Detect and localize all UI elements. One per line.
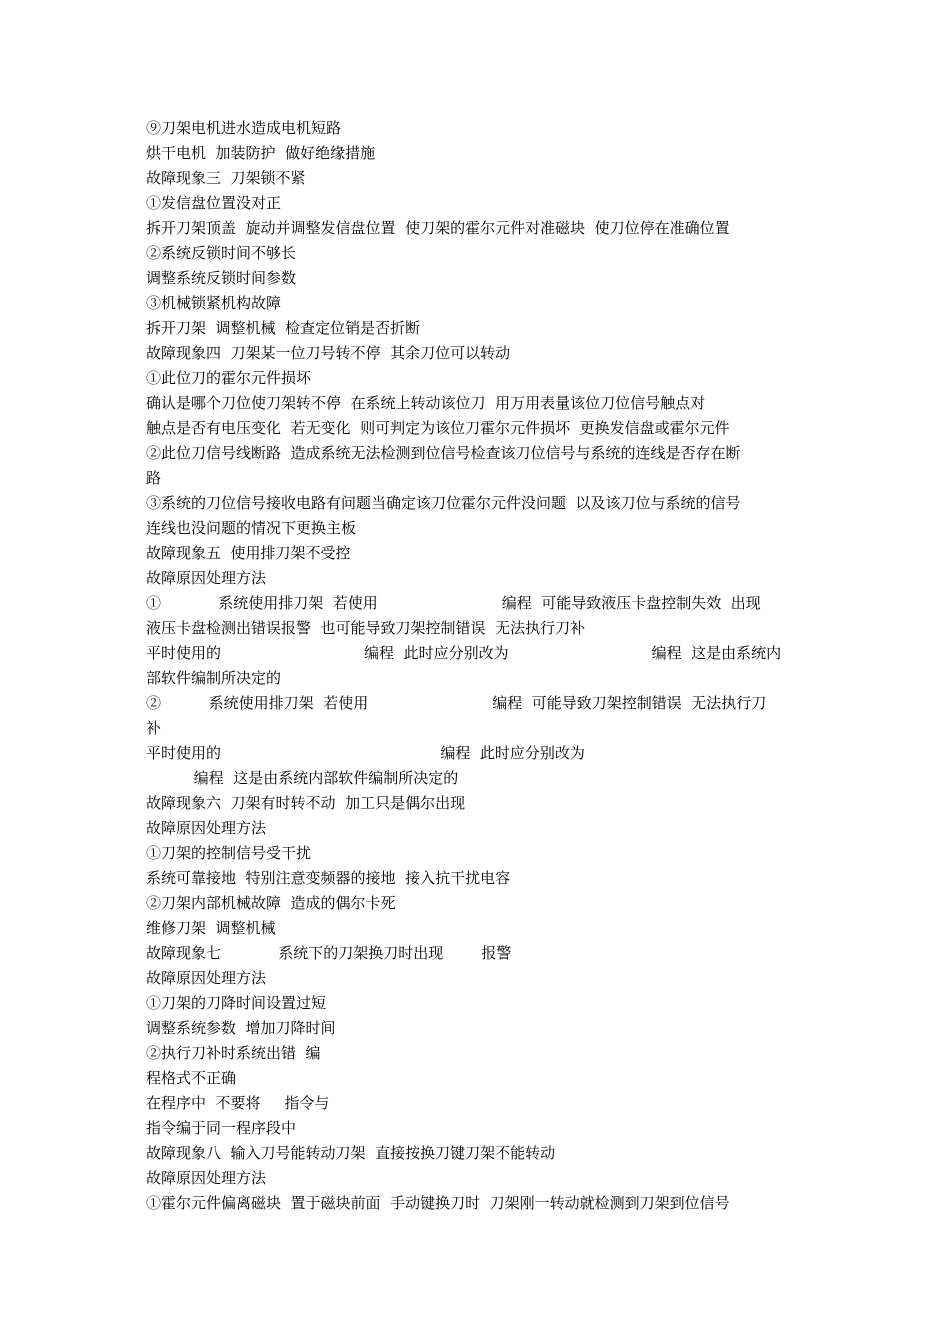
text-line: 触点是否有电压变化 若无变化 则可判定为该位刀霍尔元件损坏 更换发信盘或霍尔元件 [146, 419, 730, 437]
document-body [146, 116, 810, 1216]
text-line: 维修刀架 调整机械 [146, 919, 276, 937]
text-line: 在程序中 不要将 指令与 [146, 1094, 330, 1112]
text-line: 调整系统反锁时间参数 [146, 269, 297, 287]
text-line: 故障原因处理方法 [146, 969, 267, 987]
text-line: 故障原因处理方法 [146, 1169, 267, 1187]
text-line: 系统可靠接地 特别注意变频器的接地 接入抗干扰电容 [146, 869, 511, 887]
text-line: 连线也没问题的情况下更换主板 [146, 519, 357, 537]
text-line: 程格式不正确 [146, 1069, 237, 1087]
text-line: 拆开刀架顶盖 旋动并调整发信盘位置 使刀架的霍尔元件对准磁块 使刀位停在准确位置 [146, 219, 730, 237]
section-heading: 故障现象三 刀架锁不紧 [146, 169, 306, 187]
text-line: ⑨刀架电机进水造成电机短路 [146, 119, 342, 137]
text-line: ②系统反锁时间不够长 [146, 244, 297, 262]
text-line: 平时使用的 编程 此时应分别改为 [146, 744, 585, 762]
text-line: ②执行刀补时系统出错 编 [146, 1044, 321, 1062]
text-line: 补 [146, 719, 162, 737]
text-line: ①刀架的刀降时间设置过短 [146, 994, 327, 1012]
text-line: ①此位刀的霍尔元件损坏 [146, 369, 312, 387]
text-line: ① 系统使用排刀架 若使用 编程 可能导致液压卡盘控制失效 出现 [146, 594, 761, 612]
text-line: 指令编于同一程序段中 [146, 1119, 297, 1137]
text-line: 确认是哪个刀位使刀架转不停 在系统上转动该位刀 用万用表量该位刀位信号触点对 [146, 394, 706, 412]
section-heading: 故障现象五 使用排刀架不受控 [146, 544, 351, 562]
text-line: 路 [146, 469, 162, 487]
section-heading: 故障现象七 系统下的刀架换刀时出现 报警 [146, 944, 512, 962]
text-line: 故障原因处理方法 [146, 819, 267, 837]
text-line: ③系统的刀位信号接收电路有问题当确定该刀位霍尔元件没问题 以及该刀位与系统的信号 [146, 494, 741, 512]
text-line: 编程 这是由系统内部软件编制所决定的 [146, 769, 459, 787]
section-heading: 故障现象六 刀架有时转不动 加工只是偶尔出现 [146, 794, 466, 812]
text-line: 部软件编制所决定的 [146, 669, 282, 687]
text-line: 拆开刀架 调整机械 检查定位销是否折断 [146, 319, 421, 337]
text-line: 调整系统参数 增加刀降时间 [146, 1019, 336, 1037]
section-heading: 故障现象四 刀架某一位刀号转不停 其余刀位可以转动 [146, 344, 511, 362]
text-line: ①霍尔元件偏离磁块 置于磁块前面 手动键换刀时 刀架刚一转动就检测到刀架到位信号 [146, 1194, 730, 1212]
text-line: 平时使用的 编程 此时应分别改为 编程 这是由系统内 [146, 644, 782, 662]
text-line: ①发信盘位置没对正 [146, 194, 282, 212]
text-line: ③机械锁紧机构故障 [146, 294, 282, 312]
text-line: 液压卡盘检测出错误报警 也可能导致刀架控制错误 无法执行刀补 [146, 619, 586, 637]
text-line: ②此位刀信号线断路 造成系统无法检测到位信号检查该刀位信号与系统的连线是否存在断 [146, 444, 741, 462]
section-heading: 故障现象八 输入刀号能转动刀架 直接按换刀键刀架不能转动 [146, 1144, 556, 1162]
text-line: ②刀架内部机械故障 造成的偶尔卡死 [146, 894, 396, 912]
text-line: 故障原因处理方法 [146, 569, 267, 587]
text-line: 烘干电机 加装防护 做好绝缘措施 [146, 144, 376, 162]
text-line: ①刀架的控制信号受干扰 [146, 844, 312, 862]
text-line: ② 系统使用排刀架 若使用 编程 可能导致刀架控制错误 无法执行刀 [146, 694, 767, 712]
